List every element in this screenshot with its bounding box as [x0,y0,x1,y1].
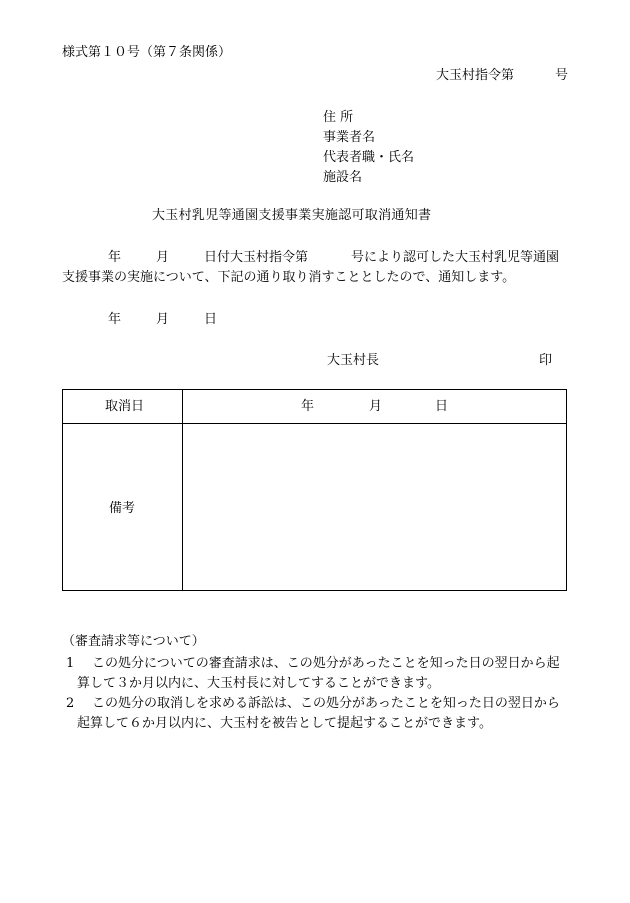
cancellation-date-label: 取消日 [105,399,145,414]
cancellation-table [62,389,567,591]
cancellation-day: 日 [435,399,449,414]
body-month: 月 [156,250,170,265]
note-2-number: 2 [66,696,75,711]
body-line-2: 支援事業の実施について、下記の通り取り消すこととしたので、通知します。 [62,270,516,285]
body-day-reference: 日付大玉村指令第 [204,250,309,265]
note-2-line-1: この処分の取消しを求める訴訟は、この処分があったことを知った日の翌日から [92,696,560,711]
note-1-number: 1 [66,656,75,671]
date-month: 月 [156,312,170,327]
note-1-line-2: 算して３か月以内に、大玉村長に対してすることができます。 [77,676,440,691]
cancellation-year: 年 [301,399,315,414]
recipient-representative: 代表者職・氏名 [323,150,415,165]
reference-prefix: 大玉村指令第 [436,68,515,83]
body-number-text: 号により認可した大玉村乳児等通園 [351,250,560,265]
table-column-divider [182,390,183,590]
cancellation-month: 月 [369,399,383,414]
remarks-value [185,426,563,586]
document-title: 大玉村乳児等通園支援事業実施認可取消通知書 [152,208,432,223]
reference-suffix: 号 [555,68,569,83]
form-number: 様式第１０号（第７条関係） [62,45,232,60]
notes-heading: （審査請求等について） [62,634,205,649]
recipient-business-name: 事業者名 [323,130,376,145]
sender-name: 大玉村長 [327,353,380,368]
date-day: 日 [204,312,218,327]
date-year: 年 [108,312,122,327]
recipient-facility: 施設名 [323,170,363,185]
note-1-line-1: この処分についての審査請求は、この処分があったことを知った日の翌日から起 [92,656,560,671]
body-year: 年 [108,250,122,265]
table-row-divider [63,423,566,424]
recipient-address: 住 所 [323,110,354,125]
seal-mark: 印 [539,353,553,368]
remarks-label: 備考 [109,501,136,516]
note-2-line-2: 起算して６か月以内に、大玉村を被告として提起することができます。 [77,716,492,731]
